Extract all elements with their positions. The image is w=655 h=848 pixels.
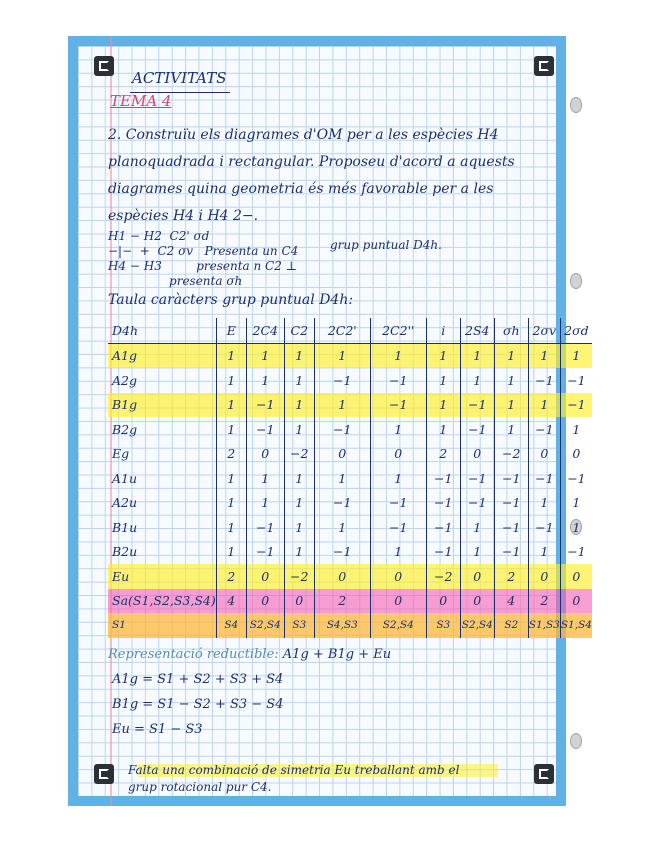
character-cell: 1 bbox=[370, 466, 426, 491]
character-cell: 0 bbox=[560, 564, 592, 589]
character-cell: −1 bbox=[528, 466, 560, 491]
character-cell: 1 bbox=[216, 466, 246, 491]
footer-note: Falta una combinació de simetria Eu treballant amb el grup rotacional pur C4. bbox=[128, 763, 460, 794]
character-cell: 1 bbox=[460, 515, 494, 540]
header-cell: σh bbox=[494, 318, 528, 343]
table-row bbox=[108, 540, 592, 565]
character-cell: 1 bbox=[370, 540, 426, 565]
character-cell: −2 bbox=[284, 564, 314, 589]
corner-mark-top-right bbox=[534, 56, 554, 76]
character-cell: −1 bbox=[494, 515, 528, 540]
character-cell: 0 bbox=[314, 442, 370, 467]
row-label: Eg bbox=[112, 446, 130, 462]
corner-mark-bottom-right bbox=[534, 764, 554, 784]
table-row bbox=[108, 442, 592, 467]
binder-hole bbox=[570, 733, 582, 749]
character-cell: −1 bbox=[426, 491, 460, 516]
header-cell: 2C2' bbox=[314, 318, 370, 343]
row-label: Sa(S1,S2,S3,S4) bbox=[108, 589, 216, 614]
header-cell: C2 bbox=[284, 318, 314, 343]
character-cell: 1 bbox=[284, 343, 314, 368]
representation-label bbox=[108, 647, 391, 662]
character-cell: 0 bbox=[460, 442, 494, 467]
character-cell: −2 bbox=[426, 564, 460, 589]
character-cell: 1 bbox=[284, 417, 314, 442]
row-label: A1u bbox=[112, 470, 138, 486]
character-cell: 0 bbox=[284, 589, 314, 614]
character-cell: 1 bbox=[560, 417, 592, 442]
header-cell: 2σv bbox=[528, 318, 560, 343]
corner-mark-bottom-left bbox=[94, 764, 114, 784]
character-cell: 1 bbox=[560, 343, 592, 368]
header-cell: 2σd bbox=[560, 318, 592, 343]
character-cell: 2 bbox=[494, 564, 528, 589]
character-cell: 0 bbox=[370, 589, 426, 614]
character-cell: −1 bbox=[460, 393, 494, 418]
table-title: Taula caràcters grup puntual D4h: bbox=[108, 292, 354, 308]
character-cell: 1 bbox=[494, 393, 528, 418]
character-cell: −1 bbox=[560, 368, 592, 393]
character-cell: −1 bbox=[314, 540, 370, 565]
character-cell: 1 bbox=[284, 540, 314, 565]
binder-hole bbox=[570, 273, 582, 289]
character-cell: 1 bbox=[494, 417, 528, 442]
table-row bbox=[108, 417, 592, 442]
table-row bbox=[108, 393, 592, 418]
table-row bbox=[108, 466, 592, 491]
character-table bbox=[108, 318, 592, 638]
character-cell: 1 bbox=[426, 393, 460, 418]
character-cell: 0 bbox=[246, 589, 284, 614]
character-cell: 1 bbox=[284, 393, 314, 418]
character-cell: −1 bbox=[560, 393, 592, 418]
character-cell: 1 bbox=[560, 515, 592, 540]
character-cell: 1 bbox=[216, 343, 246, 368]
character-cell: 1 bbox=[216, 515, 246, 540]
character-cell: 1 bbox=[426, 343, 460, 368]
character-cell: S2,S4 bbox=[460, 613, 494, 638]
row-label: B1u bbox=[112, 519, 138, 535]
character-cell: S3 bbox=[426, 613, 460, 638]
character-cell: 0 bbox=[370, 442, 426, 467]
character-cell: 1 bbox=[528, 343, 560, 368]
character-cell: 1 bbox=[216, 393, 246, 418]
character-cell: 1 bbox=[284, 515, 314, 540]
table-row bbox=[108, 368, 592, 393]
character-cell: 1 bbox=[528, 491, 560, 516]
equation-b1g: B1g = S1 − S2 + S3 − S4 bbox=[112, 697, 284, 712]
table-row bbox=[108, 564, 592, 589]
table-row bbox=[108, 589, 592, 614]
character-cell: −1 bbox=[426, 515, 460, 540]
table-header-row bbox=[108, 318, 592, 343]
character-cell: 0 bbox=[460, 564, 494, 589]
character-cell: S1,S4 bbox=[560, 613, 592, 638]
symmetry-notes: H1 − H2 C2' σd −|− + C2 σv Presenta un C4 H4 − H3 presenta n C2 ⊥ presenta σh bbox=[108, 229, 299, 288]
character-cell: 1 bbox=[246, 368, 284, 393]
row-label: Eu bbox=[108, 564, 216, 589]
character-cell: 1 bbox=[426, 368, 460, 393]
character-cell: −1 bbox=[560, 540, 592, 565]
character-cell: −1 bbox=[494, 466, 528, 491]
table-row bbox=[108, 343, 592, 368]
header-cell: E bbox=[216, 318, 246, 343]
character-cell: 1 bbox=[494, 343, 528, 368]
character-cell: 0 bbox=[370, 564, 426, 589]
character-cell: 1 bbox=[284, 491, 314, 516]
character-cell: −1 bbox=[494, 540, 528, 565]
character-cell: 0 bbox=[528, 564, 560, 589]
character-cell: 1 bbox=[426, 417, 460, 442]
character-cell: S2 bbox=[494, 613, 528, 638]
character-cell: S2,S4 bbox=[246, 613, 284, 638]
table-row bbox=[108, 613, 592, 638]
character-cell: 1 bbox=[284, 368, 314, 393]
character-cell: 1 bbox=[246, 466, 284, 491]
character-cell: −2 bbox=[284, 442, 314, 467]
character-cell: −1 bbox=[246, 515, 284, 540]
character-cell: −2 bbox=[494, 442, 528, 467]
character-cell: 2 bbox=[426, 442, 460, 467]
character-cell: 2 bbox=[216, 564, 246, 589]
character-cell: −1 bbox=[246, 540, 284, 565]
character-cell: −1 bbox=[528, 515, 560, 540]
character-cell: −1 bbox=[246, 417, 284, 442]
character-cell: 1 bbox=[216, 491, 246, 516]
character-cell: −1 bbox=[314, 491, 370, 516]
character-cell: −1 bbox=[314, 368, 370, 393]
character-cell: −1 bbox=[528, 368, 560, 393]
character-cell: 1 bbox=[460, 540, 494, 565]
character-cell: 0 bbox=[560, 442, 592, 467]
character-cell: −1 bbox=[426, 466, 460, 491]
header-cell: i bbox=[426, 318, 460, 343]
character-cell: 2 bbox=[528, 589, 560, 614]
character-cell: 0 bbox=[460, 589, 494, 614]
character-cell: 1 bbox=[284, 466, 314, 491]
character-cell: −1 bbox=[314, 417, 370, 442]
equation-a1g: A1g = S1 + S2 + S3 + S4 bbox=[112, 672, 284, 687]
character-cell: S3 bbox=[284, 613, 314, 638]
character-cell: 1 bbox=[528, 540, 560, 565]
character-cell: S4 bbox=[216, 613, 246, 638]
binder-hole bbox=[570, 97, 582, 113]
table-row bbox=[108, 491, 592, 516]
character-cell: 1 bbox=[216, 540, 246, 565]
page-title: ACTIVITATS bbox=[132, 69, 227, 87]
character-cell: 1 bbox=[246, 343, 284, 368]
character-cell: 1 bbox=[246, 491, 284, 516]
character-cell: 4 bbox=[216, 589, 246, 614]
character-cell: 1 bbox=[314, 515, 370, 540]
character-cell: −1 bbox=[528, 417, 560, 442]
character-cell: 1 bbox=[460, 343, 494, 368]
character-cell: S2,S4 bbox=[370, 613, 426, 638]
character-cell: −1 bbox=[370, 393, 426, 418]
character-cell: −1 bbox=[370, 368, 426, 393]
section-title: TEMA 4 bbox=[110, 92, 172, 110]
representation-value: A1g + B1g + Eu bbox=[282, 647, 392, 662]
table-row bbox=[108, 515, 592, 540]
character-cell: 1 bbox=[216, 417, 246, 442]
row-label: A2g bbox=[112, 372, 137, 388]
header-cell: 2C4 bbox=[246, 318, 284, 343]
character-cell: 1 bbox=[560, 491, 592, 516]
character-cell: −1 bbox=[460, 491, 494, 516]
character-cell: −1 bbox=[370, 515, 426, 540]
row-label: B2g bbox=[112, 421, 138, 437]
exercise-prompt: 2. Construïu els diagrames d'OM per a les espècies H4 planoquadrada i rectangular. Proposeu d'acord a aquests diagrames quina geometria és més favorable per a les espècies H4 i H4 2−. bbox=[108, 127, 515, 224]
character-cell: −1 bbox=[246, 393, 284, 418]
point-group-note: grup puntual D4h. bbox=[330, 238, 442, 252]
header-cell: 2S4 bbox=[460, 318, 494, 343]
character-cell: S4,S3 bbox=[314, 613, 370, 638]
character-cell: 1 bbox=[314, 343, 370, 368]
character-cell: 0 bbox=[246, 442, 284, 467]
character-cell: 1 bbox=[460, 368, 494, 393]
character-cell: 0 bbox=[528, 442, 560, 467]
corner-mark-top-left bbox=[94, 56, 114, 76]
character-cell: 4 bbox=[494, 589, 528, 614]
representation-text: Representació reductible: bbox=[108, 647, 279, 662]
character-cell: 1 bbox=[370, 417, 426, 442]
row-label: A1g bbox=[108, 343, 216, 368]
character-cell: −1 bbox=[370, 491, 426, 516]
character-cell: 0 bbox=[560, 589, 592, 614]
character-cell: 1 bbox=[528, 393, 560, 418]
character-cell: −1 bbox=[494, 491, 528, 516]
character-cell: 0 bbox=[426, 589, 460, 614]
character-cell: S1,S3 bbox=[528, 613, 560, 638]
character-cell: −1 bbox=[460, 417, 494, 442]
character-cell: −1 bbox=[426, 540, 460, 565]
character-cell: 1 bbox=[370, 343, 426, 368]
row-label: S1 bbox=[108, 613, 216, 638]
character-cell: 1 bbox=[314, 466, 370, 491]
character-cell: 1 bbox=[216, 368, 246, 393]
header-cell: 2C2'' bbox=[370, 318, 426, 343]
table-body bbox=[108, 343, 592, 638]
row-label: B2u bbox=[112, 544, 138, 560]
row-label: A2u bbox=[112, 495, 138, 511]
character-cell: 1 bbox=[314, 393, 370, 418]
row-label: B1g bbox=[108, 393, 216, 418]
equation-eu: Eu = S1 − S3 bbox=[112, 722, 203, 737]
character-cell: 0 bbox=[314, 564, 370, 589]
character-cell: 2 bbox=[314, 589, 370, 614]
character-cell: −1 bbox=[460, 466, 494, 491]
character-cell: 0 bbox=[246, 564, 284, 589]
character-cell: 1 bbox=[494, 368, 528, 393]
header-cell: D4h bbox=[108, 318, 216, 343]
character-cell: −1 bbox=[560, 466, 592, 491]
character-cell: 2 bbox=[216, 442, 246, 467]
